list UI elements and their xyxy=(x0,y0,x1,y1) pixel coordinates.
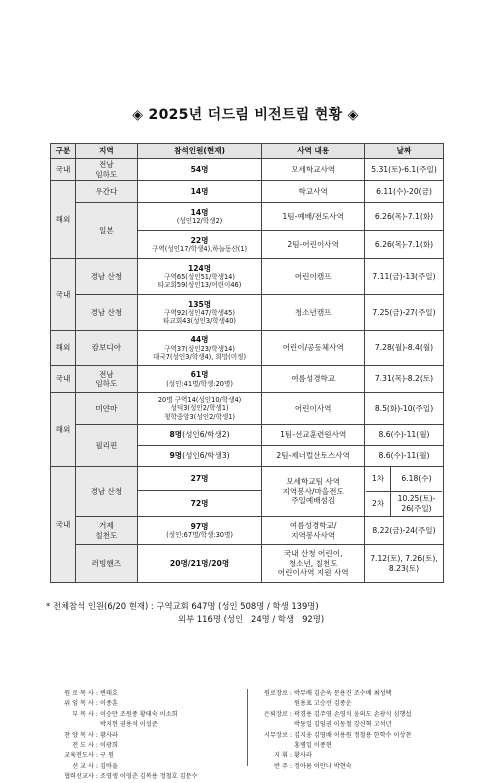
group-label: 국내 xyxy=(51,159,76,181)
staff-names: 김지웅 김영배 이용원 정철용 한학수 이상찬 xyxy=(294,731,412,739)
table-row xyxy=(51,259,444,295)
header-attendance: 참석인원(현재) xyxy=(137,144,262,159)
ministry-cell: 모세학교사역 xyxy=(262,159,365,181)
attendance-cell xyxy=(137,295,262,331)
region-cell: 필리핀 xyxy=(75,425,137,467)
table-row xyxy=(51,159,444,181)
date-cell: 7.25(금)-27(주일) xyxy=(365,295,444,331)
attendance-cell xyxy=(137,203,262,231)
staff-role xyxy=(252,741,294,751)
attendance-total: 124명 xyxy=(187,263,212,273)
staff-role: 교육전도사 : xyxy=(64,752,98,760)
ministry-cell xyxy=(262,467,365,517)
region-cell: 일본 xyxy=(75,203,137,259)
staff-row xyxy=(252,762,411,772)
ministry-text: 여름성경학교/ 지역봉사사역 xyxy=(289,521,337,540)
staff-row xyxy=(252,751,411,761)
table-row xyxy=(51,393,444,425)
attendance-detail: (성인:67명/학생:30명) xyxy=(166,531,233,540)
attendance-line: 20명 구역14(성인10/학생4) xyxy=(157,396,242,405)
attendance-line: 청학중앙3(성인2/학생1) xyxy=(164,412,235,421)
table-row xyxy=(51,181,444,203)
attendance-cell xyxy=(137,259,262,295)
table-row xyxy=(51,517,444,545)
staff-row xyxy=(40,762,198,772)
attendance-cell xyxy=(137,517,262,545)
ministry-cell xyxy=(262,517,365,545)
ministry-cell: 1팀-예배/전도사역 xyxy=(262,203,365,231)
attendance-total: 22명 xyxy=(190,235,209,245)
staff-role xyxy=(252,699,294,709)
totals-line-2: 외부 116명 (성인 24명 / 학생 92명) xyxy=(178,614,325,624)
header-category: 구분 xyxy=(51,144,76,159)
attendance-cell xyxy=(137,446,262,467)
staff-row xyxy=(252,710,411,720)
staff-role: 협력선교사 : xyxy=(64,773,98,781)
staff-names: 원용표 고승선 김종운 xyxy=(294,700,352,708)
staff-row xyxy=(40,731,198,741)
ministry-cell: 청소년캠프 xyxy=(262,295,365,331)
staff-row xyxy=(40,720,198,730)
attendance-total: 14명 xyxy=(190,207,209,217)
table-row xyxy=(51,425,444,446)
ministry-cell: 2팀-제너럴산토스사역 xyxy=(262,446,365,467)
ministry-cell: 여름성경학교 xyxy=(262,366,365,393)
staff-names: 이승만 조원종 황태숙 이소희 xyxy=(100,710,178,718)
region-cell: 러빙핸즈 xyxy=(75,545,137,583)
group-label: 국내 xyxy=(51,259,76,331)
staff-names: 이광희 xyxy=(100,742,118,750)
region-text: 거제 칠천도 xyxy=(95,521,118,540)
ministry-cell: 어린이/공동체사역 xyxy=(262,331,365,366)
region-cell xyxy=(75,159,137,181)
staff-role: 원 로 목 사 : xyxy=(64,690,98,697)
group-label: 해외 xyxy=(51,181,76,259)
staff-names: 김바울 xyxy=(100,762,118,770)
ministry-cell: 어린이사역 xyxy=(262,393,365,425)
round-date xyxy=(391,491,442,516)
ministry-text: 모세학교팀 사역 지역봉사/마을전도 주일예배섬김 xyxy=(282,477,344,506)
staff-role: 전 도 사 : xyxy=(72,742,98,750)
staff-names: 조영생 이영춘 김복용 정철호 김문수 xyxy=(100,773,198,781)
staff-role xyxy=(252,720,294,730)
staff-role: 시무장로 : xyxy=(264,731,292,739)
group-label: 국내 xyxy=(51,467,76,583)
attendance-total: 9명 xyxy=(169,451,183,461)
region-cell xyxy=(75,517,137,545)
date-cell: 8.6(수)-11(월) xyxy=(365,446,444,467)
staff-role xyxy=(40,720,100,730)
date-cell: 6.11(수)-20(금) xyxy=(365,181,444,203)
region-cell: 우간다 xyxy=(75,181,137,203)
attendance-detail: (성인12/학생2) xyxy=(176,217,223,226)
attendance-cell xyxy=(137,393,262,425)
attendance-detail: 구역(성인17/학생4),하늘동산(1) xyxy=(152,245,248,254)
date-cell: 8.5(화)-10(주일) xyxy=(365,393,444,425)
attendance-cell: 20명/21명/20명 xyxy=(137,545,262,583)
vision-trip-table xyxy=(50,143,444,583)
group-label: 국내 xyxy=(51,366,76,393)
staff-role: 원로장로 : xyxy=(264,690,292,697)
totals-line-1: * 전체참석 인원(6/20 현재) : 구역교회 647명 (성인 508명 / 학생 139명) xyxy=(46,601,319,611)
attendance-total: 61명 xyxy=(190,370,209,380)
staff-list-right xyxy=(252,689,411,772)
region-cell: 경남 산청 xyxy=(75,295,137,331)
staff-names: 황사라 xyxy=(100,731,118,739)
staff-row xyxy=(252,699,411,709)
attendance-cell xyxy=(137,231,262,259)
staff-role: 찬 양 목 사 : xyxy=(64,731,98,739)
attendance-total: 8명 xyxy=(169,430,183,440)
staff-names: 곽경용 김주영 손영식 윤의도 손광식 심행섭 xyxy=(294,710,412,718)
staff-names: 황사라 xyxy=(294,752,312,760)
attendance-cell xyxy=(137,425,262,446)
staff-names: 박무배 김순욱 문용진 조수배 최성택 xyxy=(294,690,392,697)
date-cell: 8.6(수)-11(월) xyxy=(365,425,444,446)
staff-role: 은퇴장로 : xyxy=(264,710,292,718)
attendance-cell: 72명 xyxy=(137,491,262,517)
region-cell: 캄보디아 xyxy=(75,331,137,366)
attendance-detail: 타교회43(성인3/학생40) xyxy=(163,317,237,326)
date-text: 7.12(토), 7.26(토), 8.23(토) xyxy=(370,554,438,573)
staff-names: 구 원 xyxy=(100,752,114,760)
attendance-cell xyxy=(137,366,262,393)
header-region: 지역 xyxy=(75,144,137,159)
ministry-cell: 2팀-어린이사역 xyxy=(262,231,365,259)
staff-row xyxy=(40,689,198,699)
table-row xyxy=(51,545,444,583)
attendance-total: 135명 xyxy=(187,299,212,309)
staff-role: 반 주 : xyxy=(274,762,292,770)
date-cell: 6.26(목)-7.1(화) xyxy=(365,231,444,259)
table-header-row xyxy=(51,144,444,159)
attendance-detail: 구역37(성인23/학생14) xyxy=(164,344,235,353)
ministry-cell: 1팀-선교훈련원사역 xyxy=(262,425,365,446)
table-row xyxy=(51,366,444,393)
ministry-cell: 학교사역 xyxy=(262,181,365,203)
round-date-text: 10.25(토)- 26(주일) xyxy=(397,494,436,513)
region-cell: 경남 산청 xyxy=(75,259,137,295)
date-cell: 8.22(금)-24(주일) xyxy=(365,517,444,545)
table-row xyxy=(51,467,444,491)
staff-role: 선 교 사 : xyxy=(72,762,98,770)
attendance-cell: 54명 xyxy=(137,159,262,181)
date-cell xyxy=(365,467,444,517)
totals-summary xyxy=(46,600,324,626)
round-date: 6.18(수) xyxy=(391,467,442,491)
attendance-line: 성덕3(성인2/학생1) xyxy=(170,404,229,413)
table-row xyxy=(51,331,444,366)
region-cell: 미얀마 xyxy=(75,393,137,425)
staff-names: 정아름 이안나 박현숙 xyxy=(294,762,352,770)
page-title: ◈ 2025년 더드림 비전트립 현황 ◈ xyxy=(132,107,359,123)
staff-names: 이종훈 xyxy=(100,700,118,708)
date-cell: 7.28(월)-8.4(월) xyxy=(365,331,444,366)
attendance-total: 97명 xyxy=(190,521,209,531)
round-label: 2차 xyxy=(366,491,391,516)
ministry-cell xyxy=(262,545,365,583)
attendance-detail: (성인:41명/학생:20명) xyxy=(166,379,233,388)
staff-row xyxy=(40,699,198,709)
date-cell xyxy=(365,545,444,583)
staff-names: 홍병일 이종현 xyxy=(294,742,332,750)
staff-list-left xyxy=(40,689,198,783)
attendance-detail: 대국7(성인3/학생4), 희망(미정) xyxy=(153,352,247,361)
round-label: 1차 xyxy=(366,467,391,491)
date-cell: 6.26(목)-7.1(화) xyxy=(365,203,444,231)
staff-role: 지 휘 : xyxy=(274,752,292,760)
staff-names: 변태호 xyxy=(100,690,118,697)
attendance-total: 44명 xyxy=(190,335,209,345)
table-row xyxy=(51,203,444,231)
round-dates xyxy=(366,467,442,516)
staff-row xyxy=(252,720,411,730)
attendance-detail: (성인6/학생3) xyxy=(182,451,230,461)
region-text: 전남 임하도 xyxy=(95,160,118,179)
group-label: 해외 xyxy=(51,393,76,467)
staff-row xyxy=(252,689,411,699)
staff-names: 박동일 김임권 이동철 강신혁 고석년 xyxy=(294,721,392,729)
attendance-cell xyxy=(137,331,262,366)
table-row xyxy=(51,295,444,331)
attendance-cell: 27명 xyxy=(137,467,262,491)
region-text: 전남 임하도 xyxy=(95,369,118,388)
region-cell: 경남 산청 xyxy=(75,467,137,517)
header-date: 날짜 xyxy=(365,144,444,159)
region-cell xyxy=(75,366,137,393)
attendance-detail: (성인6/학생2) xyxy=(182,430,230,440)
staff-names: 박지헌 권용석 이성준 xyxy=(100,721,158,729)
staff-row xyxy=(252,741,411,751)
staff-role: 부 목 사 : xyxy=(72,710,98,718)
ministry-text: 국내 산청 어린이, 청소년, 칠천도 어린이사역 지원 사역 xyxy=(277,549,349,578)
date-cell: 7.31(목)-8.2(토) xyxy=(365,366,444,393)
date-cell: 5.31(토)-6.1(주일) xyxy=(365,159,444,181)
divider xyxy=(247,689,248,766)
staff-row xyxy=(40,710,198,720)
attendance-detail: 타교회59(성인13/어린이46) xyxy=(157,281,242,290)
date-cell: 7.11(금)-13(주일) xyxy=(365,259,444,295)
attendance-detail: 구역65(성인51/학생14) xyxy=(164,273,235,281)
ministry-cell: 어린이캠프 xyxy=(262,259,365,295)
header-ministry: 사역 내용 xyxy=(262,144,365,159)
staff-role: 위 임 목 사 : xyxy=(64,700,98,708)
group-label: 해외 xyxy=(51,331,76,366)
staff-row xyxy=(252,731,411,741)
attendance-detail: 구역92(성인47/학생45) xyxy=(164,309,235,317)
attendance-cell: 14명 xyxy=(137,181,262,203)
staff-row xyxy=(40,741,198,751)
staff-row xyxy=(40,751,198,761)
